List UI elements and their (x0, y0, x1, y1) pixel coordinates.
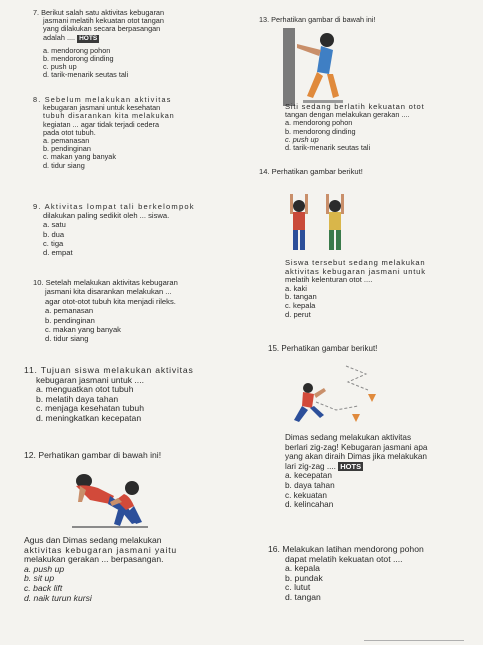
question-7 (33, 9, 164, 79)
option-d[interactable]: d. perut (285, 309, 311, 319)
question-14-options (285, 285, 426, 319)
option-b[interactable]: b. mendorong dinding (285, 126, 356, 136)
question-14-after-3: melatih kelenturan otot .... (285, 275, 373, 285)
option-b[interactable]: b. pundak (285, 572, 323, 583)
question-13-after-2: tangan dengan melakukan gerakan .... (285, 110, 410, 120)
option-d[interactable]: d. tidur siang (43, 160, 85, 170)
option-b[interactable]: b. mendorong dinding (43, 53, 114, 63)
question-10 (33, 278, 178, 344)
question-15-after-2: berlari zig-zag! Kebugaran jasmani apa (285, 442, 428, 452)
question-8-line-3: tubuh disarankan kita melakukan (43, 111, 175, 121)
question-11 (24, 366, 194, 424)
question-7-options (33, 47, 164, 80)
hots-badge: HOTS (79, 34, 98, 42)
question-8-line-1: 8. Sebelum melakukan aktivitas (33, 95, 172, 104)
option-d[interactable]: d. empat (43, 248, 73, 258)
question-14-line-1: 14. Perhatikan gambar berikut! (259, 167, 363, 176)
option-d[interactable]: d. tarik-menarik seutas tali (285, 143, 371, 153)
option-b[interactable]: b. tangan (285, 292, 317, 302)
question-14 (259, 168, 363, 176)
question-13-body (285, 103, 425, 152)
question-11-line-1: 11. Tujuan siswa melakukan aktivitas (24, 365, 194, 375)
question-14-body (285, 259, 426, 319)
option-d[interactable]: d. tidur siang (45, 334, 89, 344)
option-d[interactable]: d. naik turun kursi (24, 592, 92, 603)
option-c[interactable]: c. back lift (24, 582, 63, 593)
question-9-line-2: dilakukan paling sedikit oleh ... siswa. (43, 211, 170, 221)
question-8 (33, 96, 174, 170)
option-a[interactable]: a. push up (24, 563, 65, 574)
question-12-after-3: melakukan gerakan ... berpasangan. (24, 554, 164, 565)
question-10-line-1: 10. Setelah melakukan aktivitas kebugaran (33, 278, 178, 287)
question-9-options (33, 220, 195, 257)
question-7-line-3: yang dilakukan secara berpasangan (43, 24, 161, 34)
option-b[interactable]: b. daya tahan (285, 480, 335, 490)
question-10-line-2: jasmani kita disarankan melakukan ... (45, 287, 172, 297)
question-13-after-1: Siti sedang berlatih kekuatan otot (285, 102, 425, 111)
question-9-line-1: 9. Aktivitas lompat tali berkelompok (33, 202, 195, 211)
question-7-line-4-text: adalah .... (43, 32, 76, 42)
question-15-after-4 (285, 462, 427, 472)
question-7-line-4 (33, 34, 164, 43)
option-d[interactable]: d. tarik-menarik seutas tali (43, 70, 129, 80)
question-15-body (285, 433, 427, 510)
question-10-options (33, 306, 178, 344)
option-c[interactable]: c. menjaga kesehatan tubuh (36, 403, 144, 414)
question-8-line-2: kebugaran jasmani untuk kesehatan (43, 103, 161, 113)
question-13-line-1: 13. Perhatikan gambar di bawah ini! (259, 15, 376, 24)
option-c[interactable]: c. push up (285, 134, 319, 144)
question-15-after-3: yang akan diraih Dimas jika melakukan (285, 452, 427, 462)
question-11-options (24, 385, 194, 423)
question-8-line-5: pada otot tubuh. (43, 127, 96, 137)
question-15-after-4-text: lari zig-zag .... (285, 461, 336, 471)
option-c[interactable]: c. push up (43, 62, 77, 72)
question-15 (268, 344, 377, 354)
option-c[interactable]: c. kekuatan (285, 490, 327, 500)
hots-badge: HOTS (340, 461, 362, 471)
option-a[interactable]: a. mendorong pohon (43, 45, 111, 55)
option-d[interactable]: d. meningkatkan kecepatan (36, 412, 142, 423)
question-7-line-2: jasmani melatih kekuatan otot tangan (43, 16, 164, 26)
option-d[interactable]: d. tangan (285, 591, 321, 602)
option-a[interactable]: a. satu (43, 220, 66, 230)
question-12-line-1: 12. Perhatikan gambar di bawah ini! (24, 450, 162, 460)
question-12-options (24, 565, 177, 603)
option-c[interactable]: c. lutut (285, 582, 311, 593)
question-7-line-1: 7. Berikut salah satu aktivitas kebugaran (33, 8, 165, 17)
question-16-line-1: 16. Melakukan latihan mendorong pohon (268, 544, 424, 554)
option-b[interactable]: b. pendinginan (43, 144, 91, 154)
option-a[interactable]: a. kecepatan (285, 471, 332, 481)
question-14-after-1: Siswa tersebut sedang melakukan (285, 258, 426, 267)
question-16-options (268, 564, 424, 602)
option-a[interactable]: a. menguatkan otot tubuh (36, 384, 134, 395)
option-c[interactable]: c. makan yang banyak (45, 325, 121, 335)
option-b[interactable]: b. melatih daya tahan (36, 393, 119, 404)
stretching-students-illustration (285, 190, 355, 254)
wall-push-illustration (283, 28, 349, 106)
zigzag-running-illustration (286, 358, 386, 428)
question-11-line-2: kebugaran jasmani untuk .... (36, 374, 144, 385)
question-8-options (33, 137, 174, 170)
option-c[interactable]: c. kepala (285, 300, 316, 310)
question-14-after-2: aktivitas kebugaran jasmani untuk (285, 266, 426, 276)
question-13 (259, 16, 375, 24)
bottom-divider (364, 640, 464, 641)
push-up-pair-illustration (70, 466, 150, 530)
option-d[interactable]: d. kelincahan (285, 500, 334, 510)
question-12-after-2: aktivitas kebugaran jasmani yaitu (24, 544, 177, 555)
option-c[interactable]: c. makan yang banyak (43, 152, 117, 162)
option-a[interactable]: a. pemanasan (43, 136, 90, 146)
option-a[interactable]: a. pemanasan (45, 306, 94, 316)
question-15-options (285, 471, 427, 509)
question-8-line-4: kegiatan ... agar tidak terjadi cedera (43, 119, 160, 129)
option-b[interactable]: b. dua (43, 229, 65, 239)
option-b[interactable]: b. sit up (24, 573, 55, 584)
option-b[interactable]: b. pendinginan (45, 315, 95, 325)
question-15-after-1: Dimas sedang melakukan aktivitas (285, 433, 412, 442)
question-13-options (285, 119, 425, 152)
question-15-line-1: 15. Perhatikan gambar berikut! (268, 344, 378, 353)
option-a[interactable]: a. kaki (285, 283, 307, 293)
question-12-after-1: Agus dan Dimas sedang melakukan (24, 535, 162, 545)
option-c[interactable]: c. tiga (43, 238, 64, 248)
question-12-body (24, 536, 177, 603)
question-10-line-3: agar otot-otot tubuh kita menjadi rileks. (45, 296, 176, 306)
option-a[interactable]: a. mendorong pohon (285, 118, 353, 128)
question-16-line-2: dapat melatih kekuatan otot .... (285, 553, 403, 564)
option-a[interactable]: a. kepala (285, 563, 320, 574)
question-9 (33, 202, 195, 257)
question-12 (24, 451, 161, 461)
question-16 (268, 545, 424, 603)
